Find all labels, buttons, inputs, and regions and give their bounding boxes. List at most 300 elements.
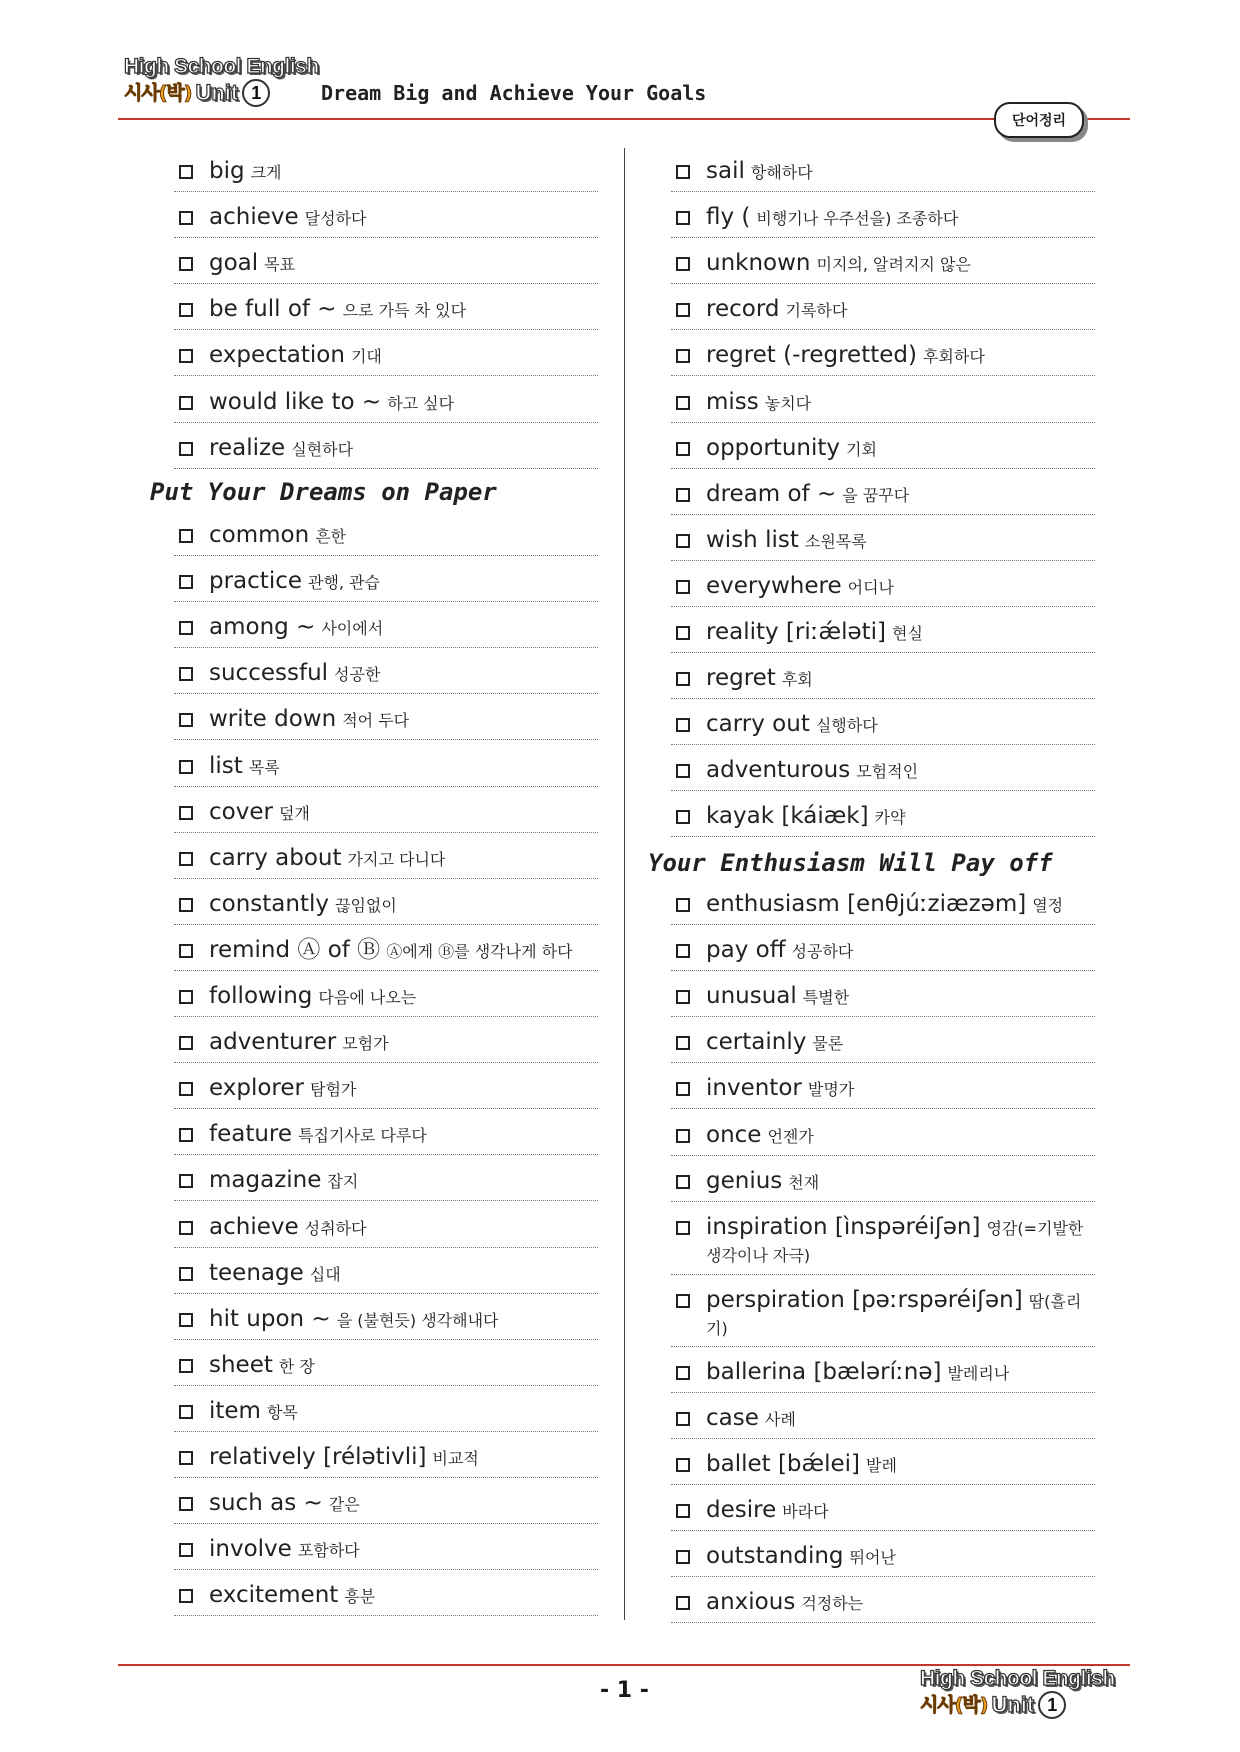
vocab-word: ballerina [bæləríːnə] <box>706 1358 942 1385</box>
section-badge: 단어정리 <box>994 102 1084 138</box>
vocab-meaning: 카약 <box>874 808 906 828</box>
vocab-word: fly ( <box>706 204 751 231</box>
checkbox-icon[interactable] <box>179 211 193 225</box>
vocab-text <box>209 342 598 370</box>
checkbox-icon[interactable] <box>179 1036 193 1050</box>
vocab-entry <box>671 515 1095 561</box>
vocab-text <box>706 619 1095 647</box>
vocab-word: desire <box>706 1497 777 1523</box>
checkbox-icon[interactable] <box>676 1366 690 1380</box>
checkbox-icon[interactable] <box>676 1129 690 1143</box>
vocab-entry <box>174 741 598 787</box>
vocab-word: reality [riːǽləti] <box>706 619 886 645</box>
vocab-meaning: 적어 두다 <box>342 711 410 731</box>
vocab-word: regret (-regretted) <box>706 342 917 369</box>
vocab-entry <box>671 1485 1095 1531</box>
vocab-word: involve <box>209 1536 292 1563</box>
checkbox-icon[interactable] <box>676 1596 690 1610</box>
checkbox-icon[interactable] <box>179 1451 193 1465</box>
vocab-meaning: 바라다 <box>782 1502 829 1521</box>
vocab-meaning: Ⓐ에게 Ⓑ를 생각나게 하다 <box>386 941 573 961</box>
vocab-meaning: 후회하다 <box>922 347 985 367</box>
vocab-meaning: 가지고 다니다 <box>347 849 446 869</box>
vocab-meaning: 기대 <box>350 347 382 367</box>
vocab-word: inventor <box>706 1075 802 1102</box>
vocab-text <box>706 573 1095 601</box>
checkbox-icon[interactable] <box>676 1294 690 1308</box>
vocab-word: among ~ <box>209 614 316 641</box>
vocab-meaning: 성취하다 <box>304 1218 367 1238</box>
vocab-meaning: 실현하다 <box>291 439 354 459</box>
vocab-meaning: 성공하다 <box>791 942 854 962</box>
checkbox-icon[interactable] <box>179 1543 193 1557</box>
header-divider <box>118 118 1130 120</box>
vocab-text <box>706 296 1095 324</box>
vocab-entry <box>174 1063 598 1109</box>
vocab-meaning: 하고 싶다 <box>387 393 455 413</box>
vocab-word: anxious <box>706 1589 796 1616</box>
section-heading-dreams-on-paper: Put Your Dreams on Paper <box>150 478 497 506</box>
vocab-entry <box>174 1294 598 1340</box>
checkbox-icon[interactable] <box>179 760 193 774</box>
vocab-word: kayak [káiæk] <box>706 803 869 830</box>
checkbox-icon[interactable] <box>676 898 690 912</box>
vocab-meaning: 물론 <box>812 1034 844 1054</box>
vocab-entry <box>174 1478 598 1524</box>
vocab-entry <box>671 377 1095 423</box>
vocab-entry <box>671 469 1095 515</box>
checkbox-icon[interactable] <box>676 580 690 594</box>
vocab-meaning: 실행하다 <box>815 716 878 736</box>
vocab-text <box>209 1352 598 1380</box>
vocab-meaning: 잡지 <box>327 1172 359 1192</box>
vocab-text <box>209 1490 598 1518</box>
checkbox-icon[interactable] <box>179 806 193 820</box>
footer-logo <box>920 1668 1115 1719</box>
vocab-entry <box>174 1202 598 1248</box>
vocab-meaning: 후회 <box>781 670 813 690</box>
vocab-meaning: 목표 <box>264 255 296 275</box>
vocab-entry <box>671 284 1095 330</box>
checkbox-icon[interactable] <box>179 1313 193 1327</box>
vocab-entry <box>671 1017 1095 1063</box>
vocab-text <box>209 296 598 324</box>
vocab-meaning: 열정 <box>1032 896 1064 915</box>
vocab-word: write down <box>209 706 337 733</box>
vocab-text <box>706 204 1095 232</box>
vocab-word: record <box>706 296 780 323</box>
vocab-text <box>706 1168 1095 1196</box>
checkbox-icon[interactable] <box>179 1128 193 1142</box>
vocab-word: list <box>209 752 243 779</box>
vocab-text <box>706 1075 1095 1103</box>
vocab-text <box>209 937 598 965</box>
vocab-text <box>209 250 598 278</box>
vocab-meaning: 달성하다 <box>304 209 367 229</box>
vocab-entry <box>174 833 598 879</box>
vocab-entry <box>671 192 1095 238</box>
vocab-meaning: 놓치다 <box>764 393 812 413</box>
vocab-meaning: 같은 <box>328 1495 360 1515</box>
logo-number: 1 <box>242 79 270 107</box>
vocab-meaning: 사이에서 <box>321 619 384 639</box>
vocab-word: carry about <box>209 844 342 871</box>
vocab-word: everywhere <box>706 572 842 599</box>
vocab-word: remind Ⓐ of Ⓑ <box>209 936 381 963</box>
vocab-meaning: 걱정하는 <box>801 1594 864 1614</box>
vocab-text <box>706 481 1095 509</box>
vocab-text <box>209 983 598 1011</box>
checkbox-icon[interactable] <box>676 944 690 958</box>
vocab-entry <box>671 1063 1095 1109</box>
vocab-text <box>209 389 598 417</box>
vocab-entry <box>174 787 598 833</box>
vocab-entry <box>174 1432 598 1478</box>
page-title: Dream Big and Achieve Your Goals <box>321 81 707 105</box>
checkbox-icon[interactable] <box>676 257 690 271</box>
vocab-meaning: 특별한 <box>802 988 850 1008</box>
vocab-word: wish list <box>706 526 799 553</box>
vocab-text <box>706 1405 1095 1433</box>
checkbox-icon[interactable] <box>179 1405 193 1419</box>
vocab-meaning: 한 장 <box>278 1356 315 1376</box>
vocab-entry <box>174 879 598 925</box>
footer-logo-unit: Unit <box>991 1692 1035 1717</box>
vocab-entry <box>671 1275 1095 1347</box>
vocab-meaning: 을 꿈꾸다 <box>842 485 910 505</box>
vocab-meaning: 특집기사로 다루다 <box>298 1126 427 1146</box>
vocab-word: pay off <box>706 937 786 964</box>
vocab-text <box>209 1306 598 1334</box>
vocab-text <box>209 614 598 642</box>
checkbox-icon[interactable] <box>676 1082 690 1096</box>
section-heading-enthusiasm: Your Enthusiasm Will Pay off <box>648 849 1053 877</box>
vocab-text <box>209 1121 598 1149</box>
checkbox-icon[interactable] <box>179 713 193 727</box>
vocab-meaning: 크게 <box>250 163 282 182</box>
vocab-text <box>209 660 598 688</box>
vocab-entry <box>671 607 1095 653</box>
vocab-word: such as ~ <box>209 1490 323 1517</box>
vocab-entry <box>671 1439 1095 1485</box>
vocab-word: be full of ~ <box>209 296 337 323</box>
vocab-word: magazine <box>209 1167 322 1194</box>
checkbox-icon[interactable] <box>676 1221 690 1235</box>
vocab-text <box>209 568 598 596</box>
footer-logo-korean: 시사(박) <box>920 1693 988 1716</box>
vocab-word: adventurous <box>706 757 851 784</box>
vocab-entry <box>671 1577 1095 1623</box>
vocab-text <box>209 1398 598 1426</box>
header-logo <box>124 56 319 107</box>
vocab-entry <box>671 653 1095 699</box>
checkbox-icon[interactable] <box>179 1359 193 1373</box>
vocab-text <box>209 1214 598 1242</box>
vocab-word: outstanding <box>706 1543 844 1570</box>
vocab-entry <box>174 330 598 376</box>
vocab-text <box>209 1444 598 1472</box>
vocab-word: following <box>209 983 313 1009</box>
vocab-text <box>706 158 1095 186</box>
vocab-entry <box>174 284 598 330</box>
vocab-meaning: 땀(흘리기) <box>706 1291 1082 1338</box>
checkbox-icon[interactable] <box>676 303 690 317</box>
vocab-word: dream of ~ <box>706 480 837 507</box>
vocab-word: ballet [bǽlei] <box>706 1450 861 1477</box>
footer-logo-number: 1 <box>1038 1691 1066 1719</box>
vocab-text <box>706 342 1095 370</box>
vocab-word: feature <box>209 1121 293 1148</box>
vocab-text <box>209 1029 598 1057</box>
vocab-text <box>706 1451 1095 1479</box>
footer-divider <box>118 1664 1130 1666</box>
vocab-word: achieve <box>209 1213 299 1240</box>
vocab-meaning: 덮개 <box>278 803 310 823</box>
vocab-word: successful <box>209 660 329 687</box>
vocab-text <box>209 799 598 827</box>
vocab-meaning: 어디나 <box>847 577 894 597</box>
logo-title: High School English <box>124 55 319 78</box>
vocab-meaning: 흔한 <box>315 527 347 546</box>
vocab-meaning: 사례 <box>764 1409 796 1429</box>
checkbox-icon[interactable] <box>676 1036 690 1050</box>
vocab-entry <box>174 971 598 1017</box>
vocab-meaning: 항해하다 <box>750 163 813 182</box>
vocab-meaning: 비행기나 우주선을) 조종하다 <box>756 209 959 229</box>
vocab-word: excitement <box>209 1582 339 1609</box>
vocab-text <box>209 1536 598 1564</box>
page-number: - 1 - <box>600 1678 649 1703</box>
vocab-word: realize <box>209 434 286 461</box>
checkbox-icon[interactable] <box>179 575 193 589</box>
vocab-meaning: 발명가 <box>807 1080 855 1100</box>
checkbox-icon[interactable] <box>676 534 690 548</box>
vocab-meaning: 발레 <box>866 1455 897 1475</box>
vocab-entry <box>671 423 1095 469</box>
checkbox-icon[interactable] <box>179 852 193 866</box>
vocab-word: case <box>706 1404 759 1431</box>
vocab-text <box>706 1287 1095 1342</box>
checkbox-icon[interactable] <box>179 1221 193 1235</box>
vocab-entry <box>671 238 1095 284</box>
vocab-meaning: 소원목록 <box>804 531 867 551</box>
vocab-text <box>209 158 598 186</box>
vocab-meaning: 언젠가 <box>767 1126 814 1146</box>
vocab-meaning: 영감(=기발한 생각이나 자극) <box>706 1218 1084 1265</box>
vocab-entry <box>174 238 598 284</box>
vocab-word: perspiration [pəːrspəréiʃən] <box>706 1286 1023 1313</box>
vocab-entry <box>671 925 1095 971</box>
vocab-text <box>706 983 1095 1011</box>
vocab-word: carry out <box>706 711 810 738</box>
checkbox-icon[interactable] <box>179 990 193 1004</box>
vocab-text <box>209 435 598 463</box>
vocab-text <box>209 204 598 232</box>
vocab-word: sheet <box>209 1351 273 1378</box>
checkbox-icon[interactable] <box>179 165 193 179</box>
vocab-word: relatively [rélətivli] <box>209 1444 427 1470</box>
vocab-word: unknown <box>706 250 811 277</box>
vocab-entry <box>174 1017 598 1063</box>
vocab-meaning: 모험가 <box>342 1034 389 1054</box>
vocab-meaning: 포함하다 <box>297 1541 360 1561</box>
vocab-text <box>209 845 598 873</box>
checkbox-icon[interactable] <box>676 1550 690 1564</box>
logo-unit-line <box>124 79 319 107</box>
vocab-entry <box>671 1531 1095 1577</box>
checkbox-icon[interactable] <box>676 488 690 502</box>
vocab-meaning: 관행, 관습 <box>308 573 380 593</box>
vocab-meaning: 비교적 <box>432 1449 479 1468</box>
vocab-text <box>706 1214 1095 1269</box>
vocab-meaning: 현실 <box>892 624 923 643</box>
vocab-text <box>706 1359 1095 1387</box>
checkbox-icon[interactable] <box>179 944 193 958</box>
checkbox-icon[interactable] <box>676 990 690 1004</box>
vocab-meaning: 탐험가 <box>309 1080 357 1100</box>
vocab-word: explorer <box>209 1075 304 1102</box>
vocab-word: big <box>209 158 245 184</box>
checkbox-icon[interactable] <box>179 1497 193 1511</box>
vocab-word: hit upon ~ <box>209 1305 331 1332</box>
vocab-meaning: 모험적인 <box>856 762 919 782</box>
vocab-text <box>706 665 1095 693</box>
vocab-entry <box>671 791 1095 837</box>
vocab-word: would like to ~ <box>209 388 382 415</box>
vocab-meaning: 뛰어난 <box>849 1548 896 1568</box>
checkbox-icon[interactable] <box>179 349 193 363</box>
checkbox-icon[interactable] <box>676 1458 690 1472</box>
vocab-entry <box>671 1202 1095 1275</box>
checkbox-icon[interactable] <box>676 1504 690 1518</box>
vocab-meaning: 목록 <box>248 757 280 777</box>
vocab-word: item <box>209 1397 261 1424</box>
footer-logo-title: High School English <box>920 1667 1115 1690</box>
checkbox-icon[interactable] <box>179 1174 193 1188</box>
vocab-word: goal <box>209 250 259 277</box>
vocab-entry <box>174 192 598 238</box>
checkbox-icon[interactable] <box>179 621 193 635</box>
vocab-word: sail <box>706 158 745 184</box>
vocab-entry <box>174 510 598 556</box>
vocab-text <box>209 706 598 734</box>
checkbox-icon[interactable] <box>676 1175 690 1189</box>
checkbox-icon[interactable] <box>179 529 193 543</box>
checkbox-icon[interactable] <box>676 718 690 732</box>
vocab-meaning: 기회 <box>846 439 877 459</box>
vocab-entry <box>174 1155 598 1201</box>
vocab-meaning: 항목 <box>266 1402 298 1422</box>
vocab-entry <box>174 423 598 469</box>
vocab-meaning: 발레리나 <box>947 1363 1010 1383</box>
vocab-entry <box>671 1156 1095 1202</box>
vocab-meaning: 흥분 <box>344 1587 376 1607</box>
vocab-meaning: 십대 <box>309 1264 341 1284</box>
vocab-text <box>706 757 1095 785</box>
vocab-word: opportunity <box>706 434 840 461</box>
vocab-meaning: 천재 <box>788 1172 820 1192</box>
vocab-entry <box>174 1109 598 1155</box>
checkbox-icon[interactable] <box>676 626 690 640</box>
vocab-text <box>209 1260 598 1288</box>
checkbox-icon[interactable] <box>676 810 690 824</box>
vocab-meaning: 기록하다 <box>785 301 848 321</box>
vocab-word: certainly <box>706 1029 807 1056</box>
vocab-entry <box>174 377 598 423</box>
vocab-text <box>209 1582 598 1610</box>
vocab-meaning: 을 (불현듯) 생각해내다 <box>336 1310 499 1330</box>
vocab-word: inspiration [ìnspəréiʃən] <box>706 1213 981 1240</box>
vocab-text <box>209 753 598 781</box>
vocab-entry <box>671 971 1095 1017</box>
vocab-word: miss <box>706 388 759 415</box>
vocab-entry <box>174 602 598 648</box>
checkbox-icon[interactable] <box>179 1589 193 1603</box>
vocab-text <box>209 522 598 550</box>
checkbox-icon[interactable] <box>676 764 690 778</box>
vocab-text <box>209 1167 598 1195</box>
vocab-entry <box>174 925 598 971</box>
vocab-text <box>706 389 1095 417</box>
vocab-text <box>706 1029 1095 1057</box>
checkbox-icon[interactable] <box>676 211 690 225</box>
vocab-entry <box>671 1393 1095 1439</box>
vocab-entry <box>174 648 598 694</box>
checkbox-icon[interactable] <box>676 349 690 363</box>
vocab-entry <box>671 1110 1095 1156</box>
vocab-entry <box>174 556 598 602</box>
checkbox-icon[interactable] <box>179 396 193 410</box>
vocab-text <box>706 711 1095 739</box>
vocab-entry <box>174 1570 598 1616</box>
checkbox-icon[interactable] <box>179 442 193 456</box>
vocab-meaning: 다음에 나오는 <box>318 988 417 1007</box>
vocab-text <box>706 1543 1095 1571</box>
checkbox-icon[interactable] <box>179 898 193 912</box>
checkbox-icon[interactable] <box>179 1082 193 1096</box>
vocab-meaning: 끊임없이 <box>335 895 397 915</box>
vocab-word: once <box>706 1121 762 1148</box>
logo-korean: 시사(박) <box>124 81 192 104</box>
checkbox-icon[interactable] <box>179 303 193 317</box>
checkbox-icon[interactable] <box>676 442 690 456</box>
checkbox-icon[interactable] <box>179 257 193 271</box>
vocab-entry <box>174 1386 598 1432</box>
vocab-meaning: 성공한 <box>334 665 381 685</box>
vocab-entry <box>671 879 1095 925</box>
vocab-entry <box>671 699 1095 745</box>
checkbox-icon[interactable] <box>676 1412 690 1426</box>
vocab-entry <box>174 694 598 740</box>
vocab-text <box>706 891 1095 919</box>
vocab-word: achieve <box>209 204 299 231</box>
vocab-word: regret <box>706 665 776 692</box>
logo-unit: Unit <box>195 80 239 105</box>
vocab-meaning: 미지의, 알려지지 않은 <box>816 255 971 275</box>
vocab-text <box>706 1497 1095 1525</box>
checkbox-icon[interactable] <box>676 672 690 686</box>
vocab-word: unusual <box>706 983 797 1010</box>
vocab-word: common <box>209 522 310 548</box>
vocab-text <box>209 891 598 919</box>
checkbox-icon[interactable] <box>179 667 193 681</box>
vocab-entry <box>671 561 1095 607</box>
checkbox-icon[interactable] <box>676 165 690 179</box>
checkbox-icon[interactable] <box>676 396 690 410</box>
vocab-text <box>706 435 1095 463</box>
column-divider <box>624 148 625 1620</box>
checkbox-icon[interactable] <box>179 1267 193 1281</box>
